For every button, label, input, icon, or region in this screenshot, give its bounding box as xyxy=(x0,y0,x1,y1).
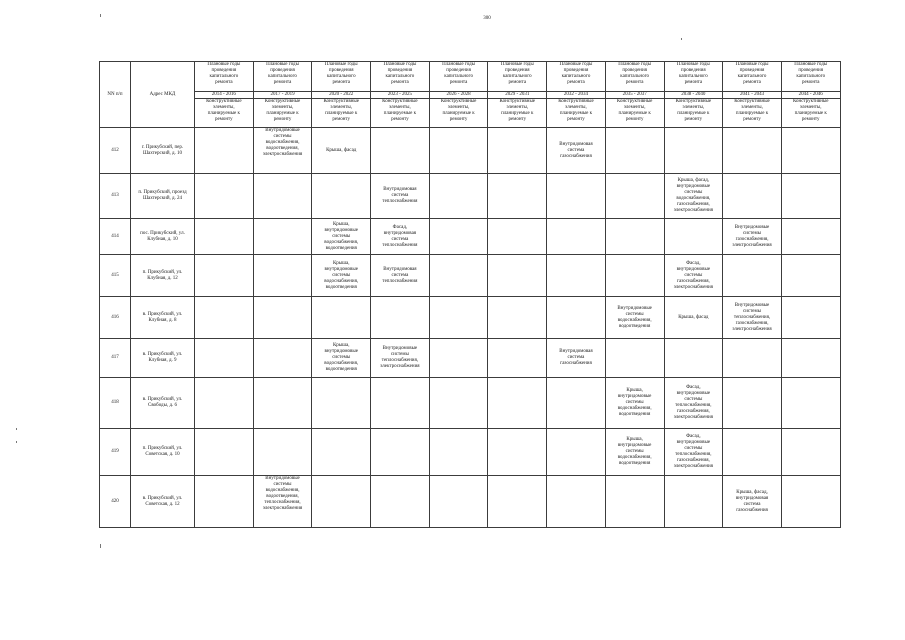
header-period-label: Плановые годы проведения капитального ремонта xyxy=(371,62,430,92)
row-period-cell xyxy=(253,339,312,378)
row-period-cell xyxy=(547,476,606,528)
row-address: г. Прикубский, пер. Шахтерский, д. 10 xyxy=(131,128,195,174)
row-period-cell xyxy=(547,255,606,297)
header-period-elements: Конструктивные элементы, планируемые к ремонту xyxy=(371,99,430,128)
row-address: в. Прикубский, ул. Клубная, д. 9 xyxy=(131,339,195,378)
row-period-cell: Крыша, внутридомовые системы водоснабжения, водоотведения xyxy=(605,378,664,429)
header-period-years: 2023 - 2025 xyxy=(371,92,430,99)
header-period-years: 2020 - 2022 xyxy=(312,92,371,99)
row-period-cell xyxy=(488,255,547,297)
row-address: в. Прикубский, ул. Клубная, д. 8 xyxy=(131,297,195,339)
row-period-cell: Внутридомовые системы газоснабжения, электроснабжения xyxy=(723,219,782,255)
row-period-cell xyxy=(547,378,606,429)
table-row xyxy=(100,219,841,255)
header-period-years: 2032 - 2034 xyxy=(547,92,606,99)
header-period-elements: Конструктивные элементы, планируемые к ремонту xyxy=(547,99,606,128)
row-period-cell xyxy=(195,255,254,297)
row-period-cell: Крыша, внутридомовые системы водоснабжения, водоотведения xyxy=(312,219,371,255)
row-period-cell: Крыша, внутридомовые системы водоснабжения, водоотведения xyxy=(605,429,664,476)
row-period-cell xyxy=(723,128,782,174)
row-period-cell xyxy=(547,219,606,255)
row-period-cell xyxy=(605,219,664,255)
row-period-cell xyxy=(429,174,488,219)
row-period-cell: Фасад, внутридомовые системы теплоснабжения, газоснабжения, электроснабжения xyxy=(664,429,723,476)
table-row xyxy=(100,255,841,297)
row-address: в. Прикубский, ул. Свободы, д. 6 xyxy=(131,378,195,429)
header-period-elements: Конструктивные элементы, планируемые к ремонту xyxy=(488,99,547,128)
header-period-years: 2044 - 2046 xyxy=(781,92,840,99)
row-period-cell xyxy=(723,174,782,219)
row-period-cell xyxy=(429,339,488,378)
header-period-years: 2035 - 2037 xyxy=(605,92,664,99)
row-period-cell: Фасад, внутридомовые системы газоснабжения, электроснабжения xyxy=(664,255,723,297)
row-period-cell xyxy=(781,378,840,429)
row-period-cell xyxy=(781,297,840,339)
header-period-years: 2017 - 2019 xyxy=(253,92,312,99)
header-row-periods xyxy=(100,62,841,92)
row-period-cell: Внутридомовая система газоснабжения xyxy=(547,128,606,174)
row-period-cell xyxy=(605,128,664,174)
header-row-years xyxy=(100,92,841,99)
row-period-cell xyxy=(253,297,312,339)
row-period-cell xyxy=(488,378,547,429)
row-period-cell: Внутридомовые системы теплоснабжения, электроснабжения xyxy=(371,339,430,378)
row-number: 417 xyxy=(100,339,131,378)
row-period-cell xyxy=(253,219,312,255)
row-period-cell xyxy=(429,128,488,174)
row-period-cell xyxy=(488,128,547,174)
row-period-cell xyxy=(723,255,782,297)
row-period-cell xyxy=(605,174,664,219)
row-period-cell xyxy=(312,476,371,528)
header-period-label: Плановые годы проведения капитального ремонта xyxy=(253,62,312,92)
row-period-cell: Крыша, внутридомовые системы водоснабжения, водоотведения xyxy=(312,255,371,297)
row-number: 412 xyxy=(100,128,131,174)
row-period-cell xyxy=(429,297,488,339)
table-row xyxy=(100,174,841,219)
row-period-cell xyxy=(781,429,840,476)
table-row xyxy=(100,339,841,378)
row-period-cell xyxy=(195,174,254,219)
row-period-cell: Внутридомовая система газоснабжения xyxy=(547,339,606,378)
header-address: Адрес МКД xyxy=(131,62,195,128)
row-number: 419 xyxy=(100,429,131,476)
row-period-cell xyxy=(605,255,664,297)
repair-schedule-table xyxy=(99,61,841,528)
header-period-label: Плановые годы проведения капитального ремонта xyxy=(781,62,840,92)
scan-speck xyxy=(16,441,17,443)
row-period-cell xyxy=(781,476,840,528)
row-period-cell xyxy=(781,128,840,174)
header-period-label: Плановые годы проведения капитального ремонта xyxy=(429,62,488,92)
row-period-cell xyxy=(781,339,840,378)
row-period-cell xyxy=(488,429,547,476)
row-period-cell xyxy=(195,378,254,429)
row-period-cell xyxy=(253,429,312,476)
table-row xyxy=(100,128,841,174)
row-period-cell: Крыша, фасад, внутридомовые системы водоснабжения, газоснабжения, электроснабжения xyxy=(664,174,723,219)
row-address: п. Прикубский, ул. Советская, д. 10 xyxy=(131,429,195,476)
scan-speck xyxy=(100,14,101,17)
row-address: пос. Прикубский, ул. Клубная, д. 10 xyxy=(131,219,195,255)
row-period-cell: Внутридомовые системы водоснабжения, водоотведения xyxy=(605,297,664,339)
page-number: 300 xyxy=(483,16,491,21)
header-period-label: Плановые годы проведения капитального ремонта xyxy=(547,62,606,92)
row-period-cell xyxy=(664,219,723,255)
row-number: 415 xyxy=(100,255,131,297)
header-period-label: Плановые годы проведения капитального ремонта xyxy=(488,62,547,92)
header-row-elements xyxy=(100,99,841,128)
header-period-label: Плановые годы проведения капитального ремонта xyxy=(664,62,723,92)
header-period-elements: Конструктивные элементы, планируемые к ремонту xyxy=(605,99,664,128)
row-period-cell xyxy=(195,219,254,255)
row-period-cell xyxy=(723,378,782,429)
header-period-elements: Конструктивные элементы, планируемые к ремонту xyxy=(781,99,840,128)
row-period-cell xyxy=(547,174,606,219)
row-period-cell xyxy=(781,219,840,255)
row-number: 418 xyxy=(100,378,131,429)
row-period-cell xyxy=(195,297,254,339)
row-period-cell xyxy=(664,339,723,378)
row-period-cell: Внутридомовая система теплоснабжения xyxy=(371,174,430,219)
row-number: 420 xyxy=(100,476,131,528)
row-period-cell xyxy=(781,255,840,297)
scan-speck xyxy=(16,428,17,430)
row-period-cell xyxy=(664,128,723,174)
row-period-cell xyxy=(195,128,254,174)
header-period-years: 2038 - 2040 xyxy=(664,92,723,99)
row-period-cell xyxy=(664,476,723,528)
row-period-cell: Крыша, фасад, внутридомовая система газоснабжения xyxy=(723,476,782,528)
row-period-cell xyxy=(195,429,254,476)
row-period-cell: Внутридомовые системы водоснабжения, водоотведения, теплоснабжения, электроснабжения xyxy=(253,476,312,528)
row-period-cell xyxy=(371,476,430,528)
row-period-cell xyxy=(723,429,782,476)
row-period-cell: Фасад, внутридомовые системы теплоснабжения, газоснабжения, электроснабжения xyxy=(664,378,723,429)
row-period-cell xyxy=(429,476,488,528)
header-period-years: 2029 - 2031 xyxy=(488,92,547,99)
row-period-cell xyxy=(429,378,488,429)
row-number: 414 xyxy=(100,219,131,255)
header-period-elements: Конструктивные элементы, планируемые к ремонту xyxy=(195,99,254,128)
header-period-years: 2026 - 2028 xyxy=(429,92,488,99)
header-period-elements: Конструктивные элементы, планируемые к ремонту xyxy=(429,99,488,128)
row-period-cell xyxy=(429,429,488,476)
table-row xyxy=(100,429,841,476)
row-period-cell xyxy=(253,255,312,297)
row-period-cell xyxy=(488,219,547,255)
table-body xyxy=(100,62,841,528)
row-period-cell xyxy=(605,339,664,378)
row-period-cell xyxy=(781,174,840,219)
header-row-number: NN п/п xyxy=(100,62,131,128)
header-period-label: Плановые годы проведения капитального ремонта xyxy=(195,62,254,92)
header-period-label: Плановые годы проведения капитального ремонта xyxy=(312,62,371,92)
header-period-elements: Конструктивные элементы, планируемые к ремонту xyxy=(723,99,782,128)
row-period-cell xyxy=(488,174,547,219)
row-period-cell: Внутридомовая система теплоснабжения xyxy=(371,255,430,297)
row-period-cell: Внутридомовые системы водоснабжения, водоотведения, электроснабжения xyxy=(253,128,312,174)
row-period-cell xyxy=(488,476,547,528)
row-period-cell xyxy=(253,378,312,429)
row-period-cell xyxy=(429,219,488,255)
header-period-years: 2014 - 2016 xyxy=(195,92,254,99)
row-period-cell xyxy=(312,174,371,219)
row-period-cell: Внутридомовые системы теплоснабжения, газоснабжения, электроснабжения xyxy=(723,297,782,339)
row-period-cell: Фасад, внутридомовая система теплоснабжения xyxy=(371,219,430,255)
row-period-cell xyxy=(371,128,430,174)
row-period-cell xyxy=(312,429,371,476)
table-row xyxy=(100,378,841,429)
row-period-cell xyxy=(371,429,430,476)
table-row xyxy=(100,476,841,528)
header-period-label: Плановые годы проведения капитального ремонта xyxy=(723,62,782,92)
header-period-label: Плановые годы проведения капитального ремонта xyxy=(605,62,664,92)
scan-speck xyxy=(100,544,101,548)
row-period-cell xyxy=(195,476,254,528)
row-period-cell xyxy=(605,476,664,528)
header-period-elements: Конструктивные элементы, планируемые к ремонту xyxy=(253,99,312,128)
header-period-years: 2041 - 2043 xyxy=(723,92,782,99)
row-number: 413 xyxy=(100,174,131,219)
scan-speck xyxy=(681,38,682,40)
header-period-elements: Конструктивные элементы, планируемые к ремонту xyxy=(664,99,723,128)
row-period-cell xyxy=(547,429,606,476)
row-period-cell xyxy=(429,255,488,297)
row-period-cell xyxy=(371,378,430,429)
row-address: в. Прикубский, ул. Советская, д. 12 xyxy=(131,476,195,528)
table-row xyxy=(100,297,841,339)
row-period-cell: Крыша, внутридомовые системы водоснабжения, водоотведения xyxy=(312,339,371,378)
row-address: п. Прикубский, ул. Клубная, д. 12 xyxy=(131,255,195,297)
row-period-cell xyxy=(312,297,371,339)
row-period-cell xyxy=(488,297,547,339)
row-period-cell xyxy=(547,297,606,339)
row-number: 416 xyxy=(100,297,131,339)
row-period-cell xyxy=(723,339,782,378)
row-period-cell xyxy=(253,174,312,219)
header-period-elements: Конструктивные элементы, планируемые к ремонту xyxy=(312,99,371,128)
row-period-cell xyxy=(371,297,430,339)
row-period-cell xyxy=(488,339,547,378)
row-period-cell xyxy=(312,378,371,429)
row-period-cell: Крыша, фасад xyxy=(312,128,371,174)
row-address: п. Прикубский, проезд Шахтерский, д. 24 xyxy=(131,174,195,219)
row-period-cell: Крыша, фасад xyxy=(664,297,723,339)
row-period-cell xyxy=(195,339,254,378)
